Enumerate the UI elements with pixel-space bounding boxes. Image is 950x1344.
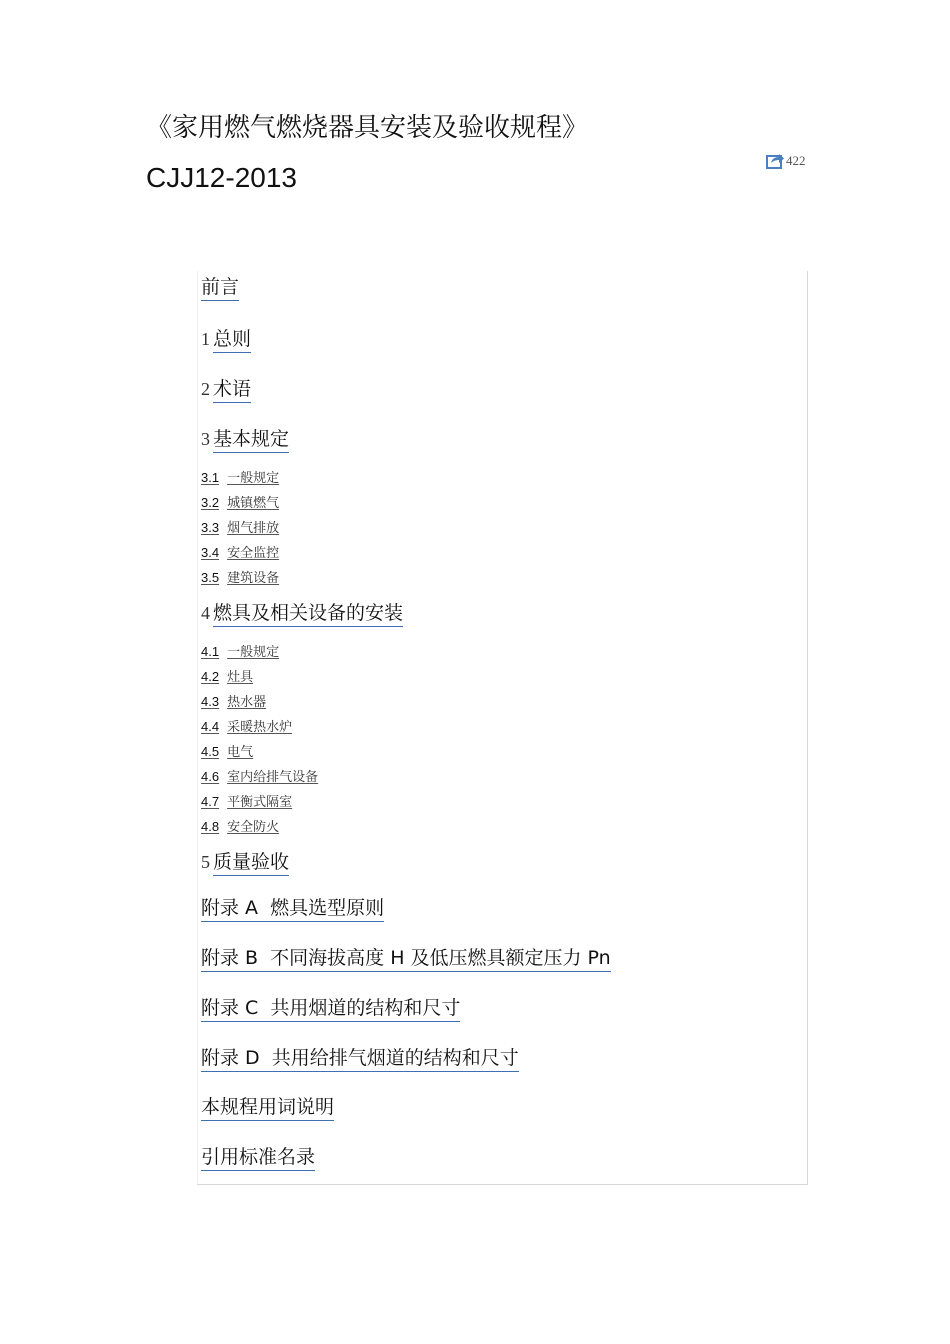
- toc-appendix-a-link[interactable]: [201, 895, 384, 921]
- toc-chapter-number: 4: [201, 603, 210, 623]
- toc-appendix-label: 附录 C 共用烟道的结构和尺寸: [201, 997, 460, 1022]
- toc-section-4-3-link[interactable]: [201, 693, 266, 712]
- toc-section-3-5-link[interactable]: [201, 569, 279, 588]
- toc-section-label: 采暖热水炉: [227, 719, 293, 734]
- toc-chapter-4-link[interactable]: [201, 600, 403, 626]
- toc-section-label: 烟气排放: [227, 520, 280, 535]
- toc-section-number: 3.2: [201, 495, 220, 510]
- toc-references-label: 引用标准名录: [201, 1146, 315, 1171]
- toc-references-link[interactable]: [201, 1144, 315, 1170]
- toc-section-number: 4.8: [201, 819, 220, 834]
- toc-section-4-6-link[interactable]: [201, 768, 318, 787]
- toc-section-4-5-link[interactable]: [201, 743, 253, 762]
- toc-section-3-1-link[interactable]: [201, 469, 279, 488]
- toc-section-label: 城镇燃气: [227, 495, 280, 510]
- toc-section-label: 建筑设备: [227, 570, 280, 585]
- toc-section-number: 4.2: [201, 669, 220, 684]
- toc-section-number: 4.5: [201, 744, 220, 759]
- toc-chapter-number: 1: [201, 329, 210, 349]
- toc-chapter-5-link[interactable]: [201, 849, 289, 875]
- toc-chapter-number: 5: [201, 852, 210, 872]
- toc-section-label: 电气: [227, 744, 254, 759]
- toc-section-4-1-link[interactable]: [201, 643, 279, 662]
- toc-section-3-3-link[interactable]: [201, 519, 279, 538]
- toc-appendix-label: 附录 B 不同海拔高度 H 及低压燃具额定压力 Pn: [201, 947, 611, 972]
- toc-preface-link[interactable]: [201, 274, 239, 300]
- toc-section-label: 热水器: [227, 694, 267, 709]
- share-icon: [766, 152, 785, 169]
- toc-section-4-4-link[interactable]: [201, 718, 292, 737]
- toc-appendix-b-link[interactable]: [201, 945, 611, 971]
- toc-section-3-4-link[interactable]: [201, 544, 279, 563]
- toc-section-number: 3.1: [201, 470, 220, 485]
- toc-section-number: 4.4: [201, 719, 220, 734]
- toc-section-label: 一般规定: [227, 470, 280, 485]
- share-count: 422: [786, 153, 806, 168]
- toc-wording-label: 本规程用词说明: [201, 1096, 334, 1121]
- share-button[interactable]: [766, 152, 806, 169]
- title-name: 《家用燃气燃烧器具安装及验收规程》: [146, 113, 589, 143]
- toc-section-4-2-link[interactable]: [201, 668, 253, 687]
- toc-section-label: 一般规定: [227, 644, 280, 659]
- toc-chapter-1-link[interactable]: [201, 326, 251, 352]
- document-title: [146, 108, 746, 198]
- toc-section-number: 4.3: [201, 694, 220, 709]
- toc-section-4-7-link[interactable]: [201, 793, 292, 812]
- toc-appendix-label: 附录 A 燃具选型原则: [201, 897, 384, 922]
- toc-appendix-c-link[interactable]: [201, 995, 460, 1021]
- toc-wording-link[interactable]: [201, 1094, 334, 1120]
- toc-appendix-label: 附录 D 共用给排气烟道的结构和尺寸: [201, 1047, 519, 1072]
- toc-section-number: 4.7: [201, 794, 220, 809]
- toc-chapter-2-link[interactable]: [201, 376, 251, 402]
- toc-section-label: 安全监控: [227, 545, 280, 560]
- toc-chapter-3-link[interactable]: [201, 426, 289, 452]
- toc-chapter-label: 质量验收: [213, 851, 289, 876]
- toc-section-3-2-link[interactable]: [201, 494, 279, 513]
- toc-chapter-number: 2: [201, 379, 210, 399]
- toc-chapter-label: 基本规定: [213, 428, 289, 453]
- toc-section-number: 3.4: [201, 545, 220, 560]
- toc-chapter-label: 燃具及相关设备的安装: [213, 602, 403, 627]
- toc-section-label: 室内给排气设备: [227, 769, 319, 784]
- toc-section-4-8-link[interactable]: [201, 818, 279, 837]
- toc-appendix-d-link[interactable]: [201, 1045, 519, 1071]
- toc-chapter-label: 术语: [213, 378, 251, 403]
- toc-section-number: 3.3: [201, 520, 220, 535]
- toc-section-label: 灶具: [227, 669, 254, 684]
- toc-section-number: 3.5: [201, 570, 220, 585]
- toc-section-label: 安全防火: [227, 819, 280, 834]
- title-code: CJJ12-2013: [146, 162, 297, 193]
- table-of-contents: [197, 271, 808, 1185]
- toc-section-number: 4.1: [201, 644, 220, 659]
- toc-chapter-number: 3: [201, 429, 210, 449]
- toc-section-label: 平衡式隔室: [227, 794, 293, 809]
- toc-preface-label: 前言: [201, 276, 239, 301]
- toc-section-number: 4.6: [201, 769, 220, 784]
- toc-chapter-label: 总则: [213, 328, 251, 353]
